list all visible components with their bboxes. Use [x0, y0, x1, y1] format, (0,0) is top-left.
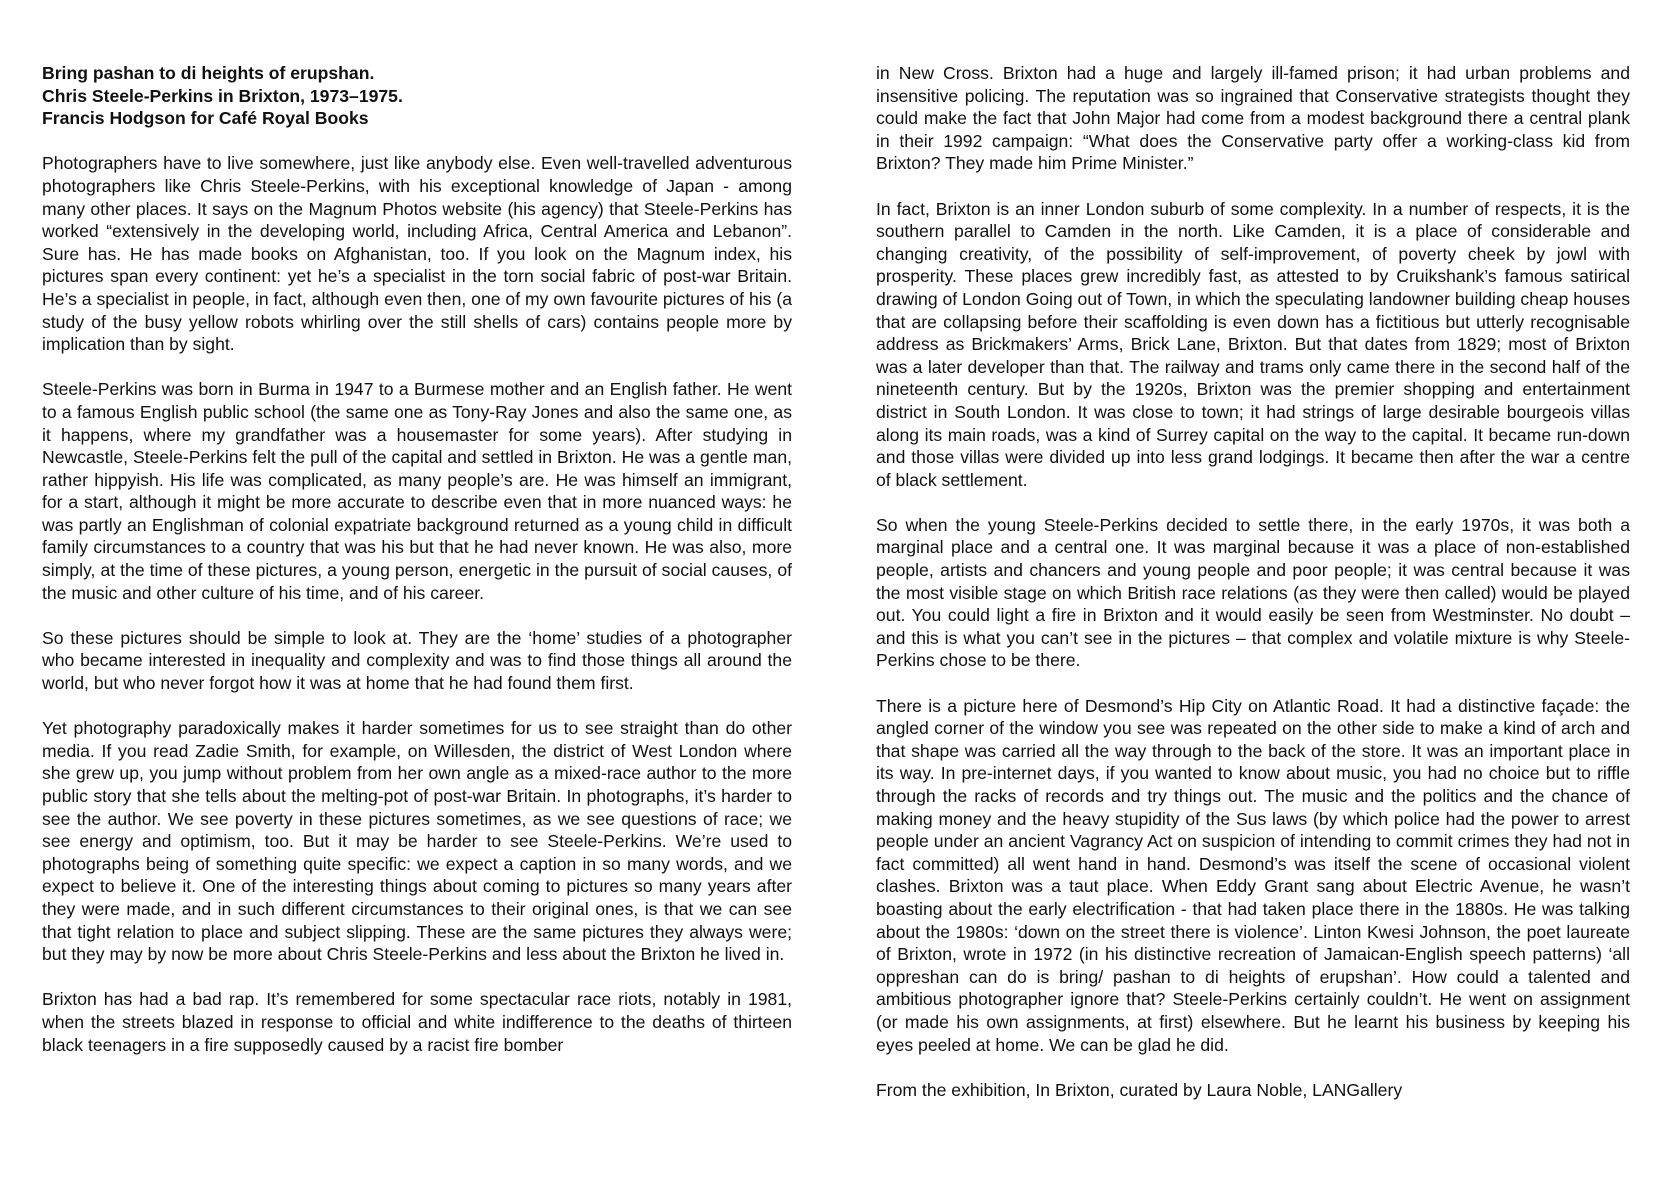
headline: Bring pashan to di heights of erupshan. [42, 63, 375, 83]
paragraph: There is a picture here of Desmond’s Hip City on Atlantic Road. It had a distinctive façade: the angled corner of the window you see was repeated on the other side to make a kind of arch and that shape was carried all the way through to the back of the store. It was an important place in its way. In pre-internet days, if you wanted to know about music, you had no choice but to riffle through the racks of records and try things out. The music and the politics and the chance of making money and the heavy stupidity of the Sus laws (by which police had the power to arrest people under an ancient Vagrancy Act on suspicion of intending to commit crimes they had not in fact committed) all went hand in hand. Desmond’s was itself the scene of occasional violent clashes. Brixton was a taut place. When Eddy Grant sang about Electric Avenue, he wasn’t boasting about the early electrification - that had taken place there in the 1880s. He was talking about the 1980s: ‘down on the street there is violence’. Linton Kwesi Johnson, the poet laureate of Brixton, wrote in 1972 (in his distinctive recreation of Jamaican-English speech patterns) ‘all oppreshan can do is bring/ pashan to di heights of erupshan’. How could a talented and ambitious photographer ignore that? Steele-Perkins certainly couldn’t. He went on assignment (or made his own assignments, at first) elsewhere. But he learnt his business by keeping his eyes peeled at home. We can be glad he did. [876, 695, 1630, 1055]
paragraph: in New Cross. Brixton had a huge and largely ill-famed prison; it had urban problems and insensitive policing. The reputation was so ingrained that Conservative strategists thought they could make the fact that John Major had come from a modest background there a central plank in their 1992 campaign: “What does the Conservative party offer a working-class kid from Brixton? They made him Prime Minister.” [876, 63, 1630, 174]
paragraph: In fact, Brixton is an inner London suburb of some complexity. In a number of respects, it is the southern parallel to Camden in the north. Like Camden, it is a place of considerable and changing creativity, of the possibility of self-improvement, of poverty cheek by jowl with prosperity. These places grew incredibly fast, as attested to by Cruikshank’s famous satirical drawing of London Going out of Town, in which the speculating landowner building cheap houses that are collapsing before their scaffolding is even down has a fictitious but utterly recognisable address as Brickmakers’ Arms, Brick Lane, Brixton. But that dates from 1829; most of Brixton was a later developer than that. The railway and trams only came there in the second half of the nineteenth century. But by the 1920s, Brixton was the premier shopping and entertainment district in South London. It was close to town; it had strings of large desirable bourgeois villas along its main roads, was a kind of Surrey capital on the way to the capital. It became run-down and those villas were divided up into less grand lodgings. It became then after the war a centre of black settlement. [876, 198, 1630, 490]
byline: Francis Hodgson for Café Royal Books [42, 108, 369, 129]
right-column [876, 62, 1630, 1101]
paragraph: Steele-Perkins was born in Burma in 1947 to a Burmese mother and an English father. He went to a famous English public school (the same one as Tony-Ray Jones and also the same one, as it happens, where my grandfather was a housemaster for some years). After studying in Newcastle, Steele-Perkins felt the pull of the capital and settled in Brixton. He was a gentle man, rather hippyish. His life was complicated, as many people’s are. He was himself an immigrant, for a start, although it might be more accurate to describe even that in more nuanced ways: he was partly an Englishman of colonial expatriate background returned as a young child in difficult family circumstances to a country that was his but that he had never known. He was also, more simply, at the time of these pictures, a young person, energetic in the pursuit of social causes, of the music and other culture of his time, and of his career. [42, 379, 792, 603]
paragraph: So when the young Steele-Perkins decided to settle there, in the early 1970s, it was both a marginal place and a central one. It was marginal because it was a place of non-established people, artists and chancers and young people and poor people; it was central because it was the most visible stage on which British race relations (as they were then called) would be played out. You could light a fire in Brixton and it would easily be seen from Westminster. No doubt – and this is what you can’t see in the pictures – that complex and volatile mixture is why Steele-Perkins chose to be there. [876, 514, 1630, 671]
paragraph: Yet photography paradoxically makes it harder sometimes for us to see straight than do other media. If you read Zadie Smith, for example, on Willesden, the district of West London where she grew up, you jump without problem from her own angle as a mixed-race author to the more public story that she tells about the melting-pot of post-war Britain. In photographs, it’s harder to see the author. We see poverty in these pictures sometimes, as we see questions of race; we see energy and optimism, too. But it may be harder to see Steele-Perkins. We’re used to photographs being of something quite specific: we expect a caption in so many words, and we expect to believe it. One of the interesting things about coming to pictures so many years after they were made, and in such different circumstances to their original ones, is that we can see that tight relation to place and subject slipping. These are the same pictures they always were; but they may by now be more about Chris Steele-Perkins and less about the Brixton he lived in. [42, 718, 792, 965]
title-block [42, 62, 792, 130]
paragraph: So these pictures should be simple to look at. They are the ‘home’ studies of a photographer who became interested in inequality and complexity and was to find those things all around the world, but who never forgot how it was at home that he had found them first. [42, 627, 792, 694]
credit-line: From the exhibition, In Brixton, curated by Laura Noble, LANGallery [876, 1079, 1403, 1100]
left-column [42, 62, 792, 1079]
paragraph: Brixton has had a bad rap. It’s remembered for some spectacular race riots, notably in 1981, when the streets blazed in response to official and white indifference to the deaths of thirteen black teenagers in a fire supposedly caused by a racist fire bomber [42, 989, 792, 1055]
paragraph: Photographers have to live somewhere, just like anybody else. Even well-travelled adventurous photographers like Chris Steele-Perkins, with his exceptional knowledge of Japan - among many other places. It says on the Magnum Photos website (his agency) that Steele-Perkins has worked “extensively in the developing world, including Africa, Central America and Lebanon”. Sure has. He has made books on Afghanistan, too. If you look on the Magnum index, his pictures span every continent: yet he’s a specialist in the torn social fabric of post-war Britain. He’s a specialist in people, in fact, although even then, one of my own favourite pictures of his (a study of the busy yellow robots whirling over the still shells of cars) contains people more by implication than by sight. [42, 153, 792, 355]
subtitle: Chris Steele-Perkins in Brixton, 1973–1975. [42, 85, 403, 106]
